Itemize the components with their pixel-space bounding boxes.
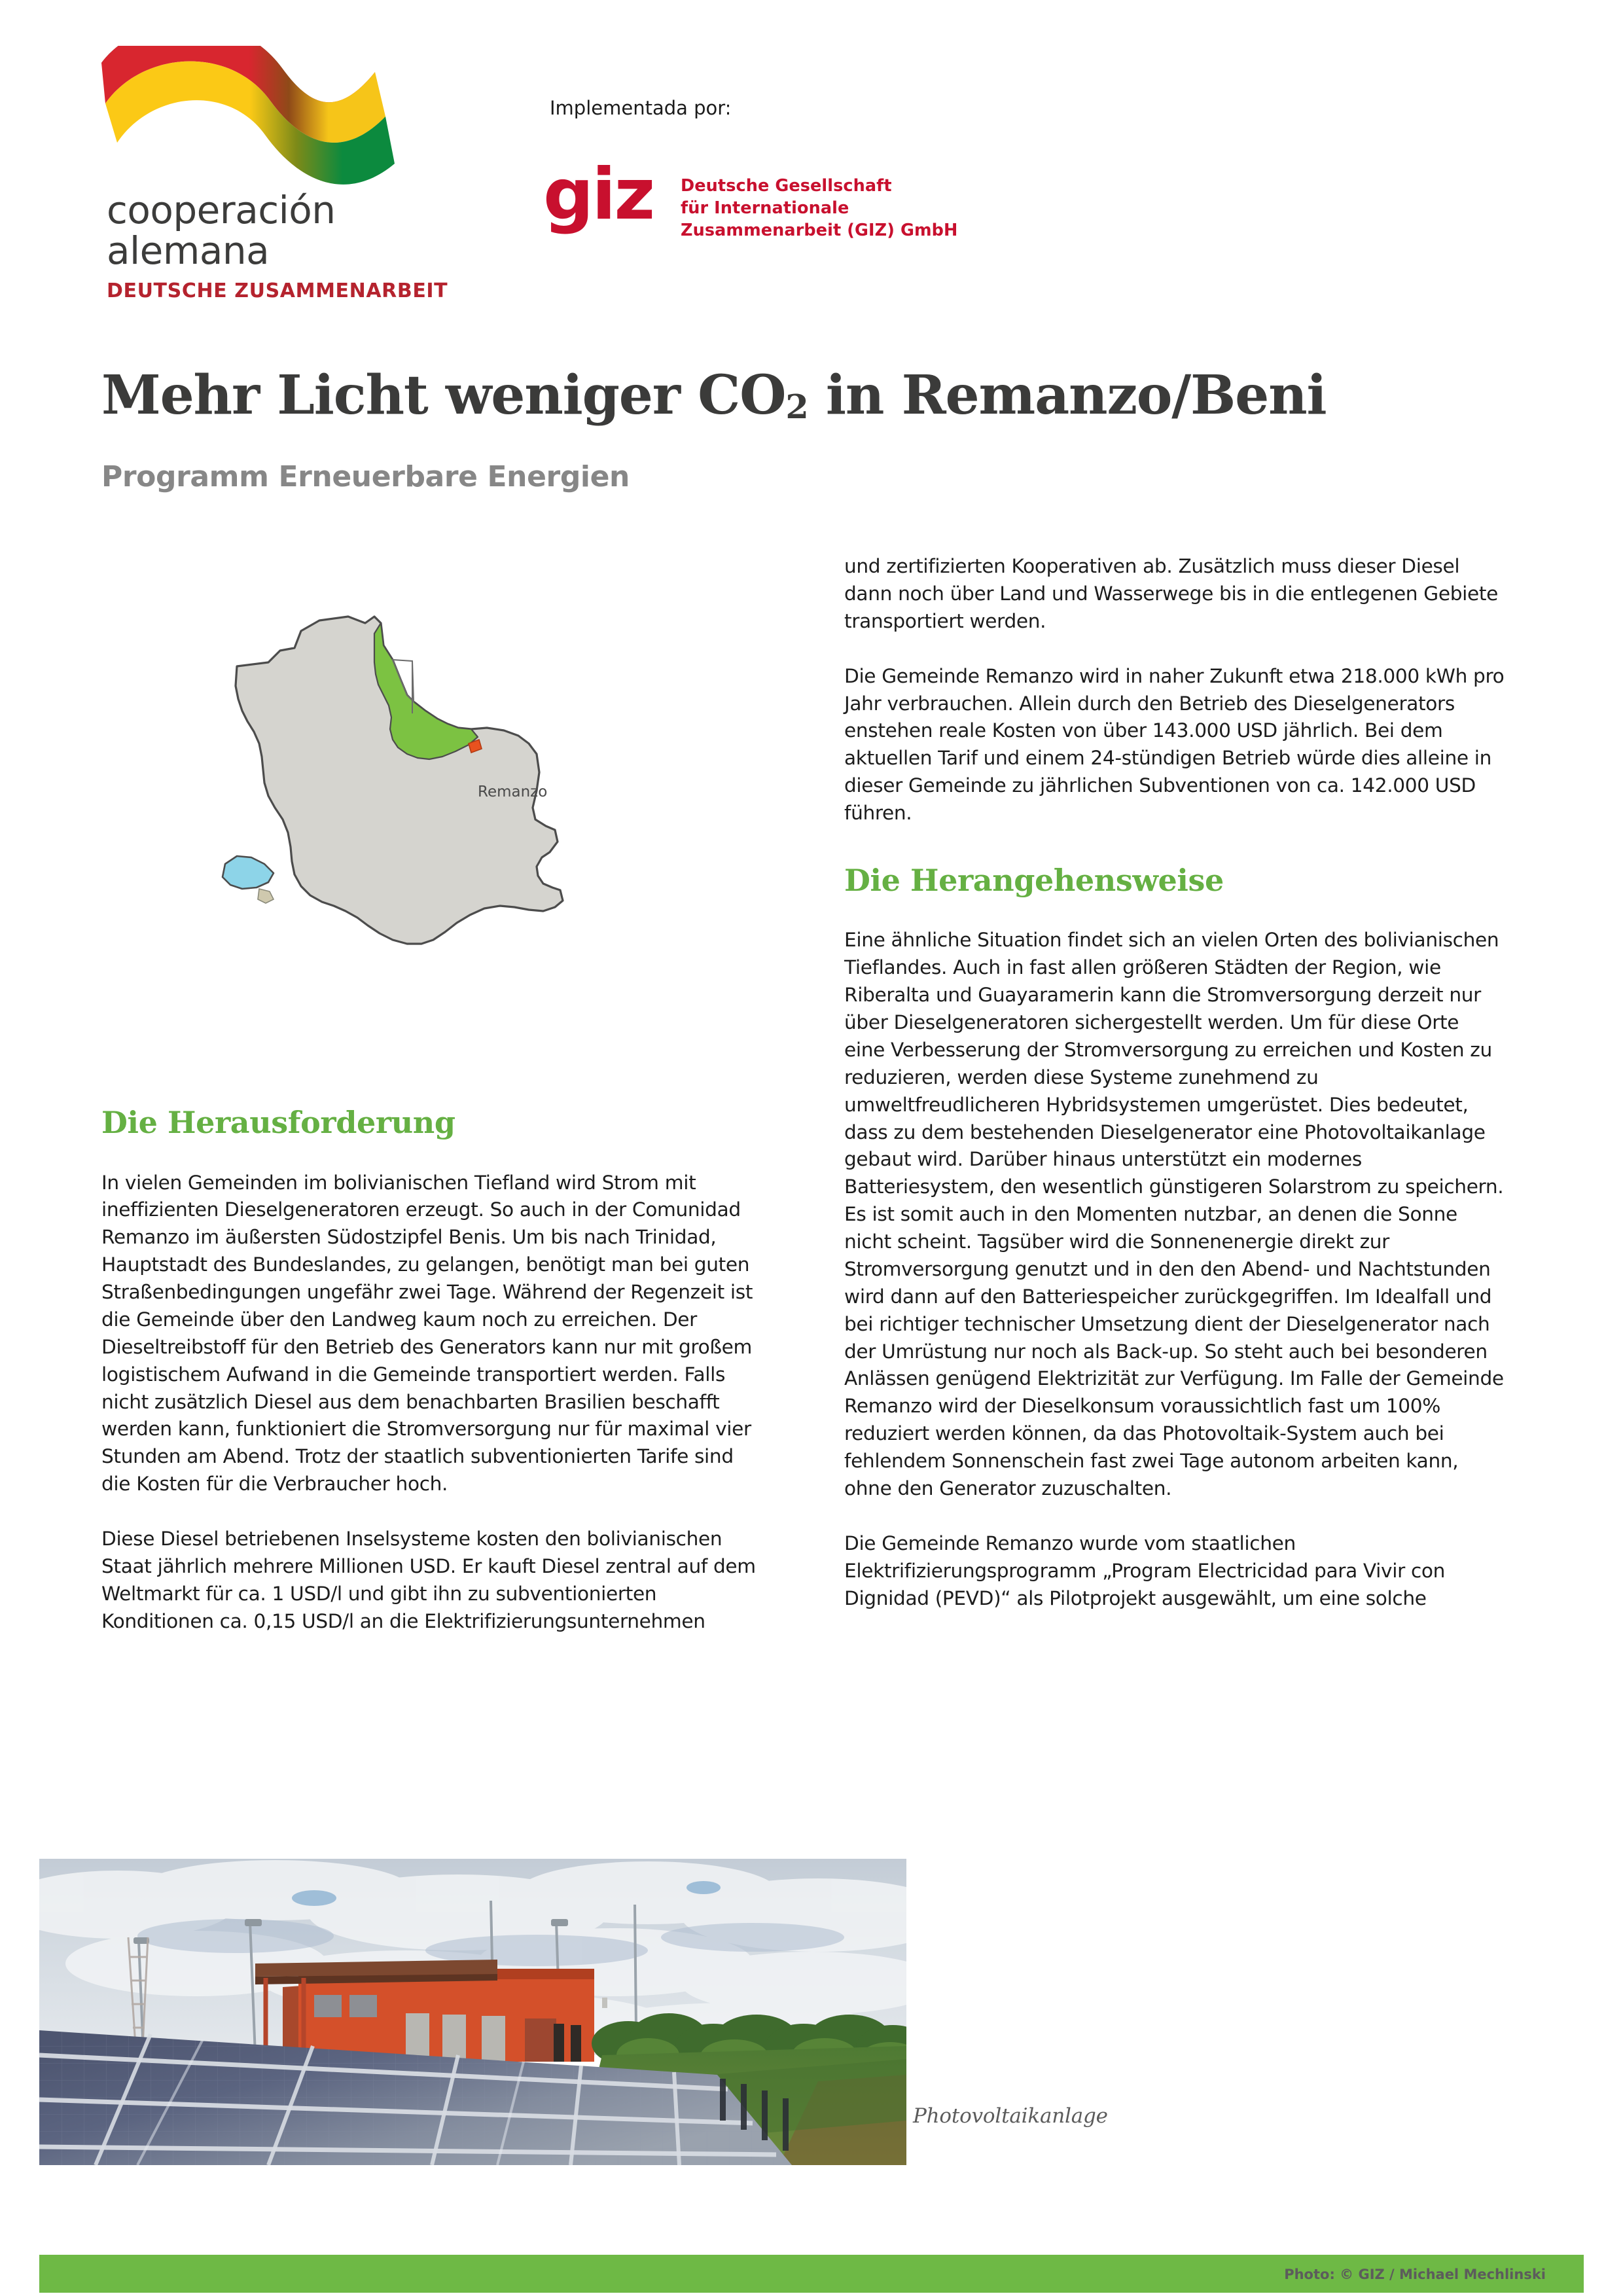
paragraph: Die Gemeinde Remanzo wird in naher Zukunft etwa 218.000 kWh pro Jahr verbrauchen. Allein durch den Betrieb des Dieselgenerators enstehen reale Kosten von über 143.000 USD jährlich. Bei dem aktuellen Tarif und einem 24-stündigen Betrieb würde dies alleine in dieser Gemeinde zu jährlichen Subventionen von ca. 142.000 USD führen. <box>844 664 1505 824</box>
giz-tagline-line2: für Internationale <box>681 198 849 218</box>
giz-tagline-line3: Zusammenarbeit (GIZ) GmbH <box>681 220 958 240</box>
map-label-remanzo: Remanzo <box>478 783 548 800</box>
title-block <box>101 331 1515 493</box>
photo-credit: Photo: © GIZ / Michael Mechlinski <box>1284 2267 1546 2282</box>
coop-logo-line1: cooperación <box>107 188 336 232</box>
page-title-after: in Remanzo/Beni <box>808 363 1327 427</box>
section-heading-herausforderung: Die Herausforderung <box>101 1105 455 1140</box>
coop-logo-line3: DEUTSCHE ZUSAMMENARBEIT <box>107 279 448 303</box>
coop-logo-line2: alemana <box>107 228 270 273</box>
paragraph: und zertifizierten Kooperativen ab. Zusätzlich muss dieser Diesel dann noch über Land und Wasserwege bis in die entlegenen Gebiete transportiert werden. <box>844 555 1498 632</box>
cooperacion-alemana-wordmark <box>107 188 448 303</box>
section-heading-herangehensweise: Die Herangehensweise <box>844 862 1224 898</box>
paragraph: In vielen Gemeinden im bolivianischen Tiefland wird Strom mit ineffizienten Dieselgeneratoren erzeugt. So auch in der Comunidad Remanzo im äußersten Südostzipfel Benis. Um bis nach Trinidad, Hauptstadt des Bundeslandes, zu gelangen, benötigt man bei guten Straßenbedingungen ungefähr zwei Tage. Während der Regenzeit ist die Gemeinde über den Landweg kaum noch zu erreichen. Der Dieseltreibstoff für den Betrieb des Generators kann nur mit großem logistischem Aufwand in die Gemeinde transportiert werden. Falls nicht zusätzlich Diesel aus dem benachbarten Brasilien beschafft werden kann, funktioniert die Stromversorgung nur für maximal vier Stunden am Abend. Trotz der staatlich subventionierten Tarife sind die Kosten für die Verbraucher hoch. <box>101 1171 753 1496</box>
photo-caption: Photovoltaikanlage <box>913 2104 1108 2128</box>
paragraph: Eine ähnliche Situation findet sich an vielen Orten des bolivianischen Tieflandes. Auch in fast allen größeren Städten der Region, wie Riberalta und Guayaramerin kann die Stromversorgung derzeit nur über Dieselgeneratoren sichergestellt werden. Um für diese Orte eine Verbesserung der Stromversorgung zu erreichen und Kosten zu reduzieren, werden diese Systeme zunehmend zu umweltfreudlicheren Hybridsystemen umgerüstet. Dies bedeutet, dass zu dem bestehenden Dieselgenerator eine Photovoltaikanlage gebaut wird. Darüber hinaus unterstützt ein modernes Batteriesystem, den wesentlich günstigeren Solarstrom zu speichern. Es ist somit auch in den Momenten nutzbar, an denen die Sonne nicht scheint. Tagsüber wird die Sonnenenergie direkt zur Stromversorgung genutzt und in den den Abend- und Nachtstunden wird dann auf den Batteriespeicher zurückgegriffen. Im Idealfall und bei richtiger technischer Umsetzung dient der Dieselgenerator nach der Umrüstung nur noch als Back-up. So steht auch bei besonderen Anlässen genügend Elektrizität zur Verfügung. Im Falle der Gemeinde Remanzo wird der Dieselkonsum voraussichtlich fast um 100% reduziert werden können, da das Photovoltaik-System auch bei fehlendem Sonnenschein fast zwei Tage autonom arbeiten kann, ohne den Generator zuzuschalten. <box>844 929 1504 1499</box>
giz-logo <box>543 154 958 254</box>
german-bolivian-flag-ribbon-icon <box>101 46 468 196</box>
photovoltaic-array-photo-icon <box>39 1859 906 2165</box>
implemented-by-label: Implementada por: <box>550 97 732 119</box>
photovoltaic-array-photo <box>39 1859 906 2165</box>
header-logo-bar <box>0 0 1623 314</box>
footer-green-bar <box>39 2255 1584 2293</box>
giz-tagline-line1: Deutsche Gesellschaft <box>681 176 892 196</box>
page-title-subscript: 2 <box>785 387 808 427</box>
bolivia-map-figure <box>196 583 602 1041</box>
paragraph: Diese Diesel betriebenen Inselsysteme kosten den bolivianischen Staat jährlich mehrere Millionen USD. Er kauft Diesel zentral auf dem Weltmarkt für ca. 1 USD/l und gibt ihn zu subventionierten Konditionen ca. 0,15 USD/l an die Elektrifizierungsunternehmen <box>101 1528 756 1632</box>
page-title <box>101 363 1515 427</box>
left-text-column <box>101 1106 762 1636</box>
paragraph: Die Gemeinde Remanzo wurde vom staatlichen Elektrifizierungsprogramm „Program Electricidad para Vivir con Dignidad (PEVD)“ als Pilotprojekt ausgewählt, um eine solche <box>844 1532 1446 1609</box>
right-text-column <box>844 553 1505 1612</box>
page-title-before: Mehr Licht weniger CO <box>101 363 786 427</box>
giz-wordmark: giz <box>543 154 654 236</box>
bolivia-map-icon <box>196 583 602 1041</box>
giz-tagline <box>681 175 957 242</box>
cooperacion-alemana-logo <box>101 46 468 301</box>
page-subtitle: Programm Erneuerbare Energien <box>101 460 630 494</box>
